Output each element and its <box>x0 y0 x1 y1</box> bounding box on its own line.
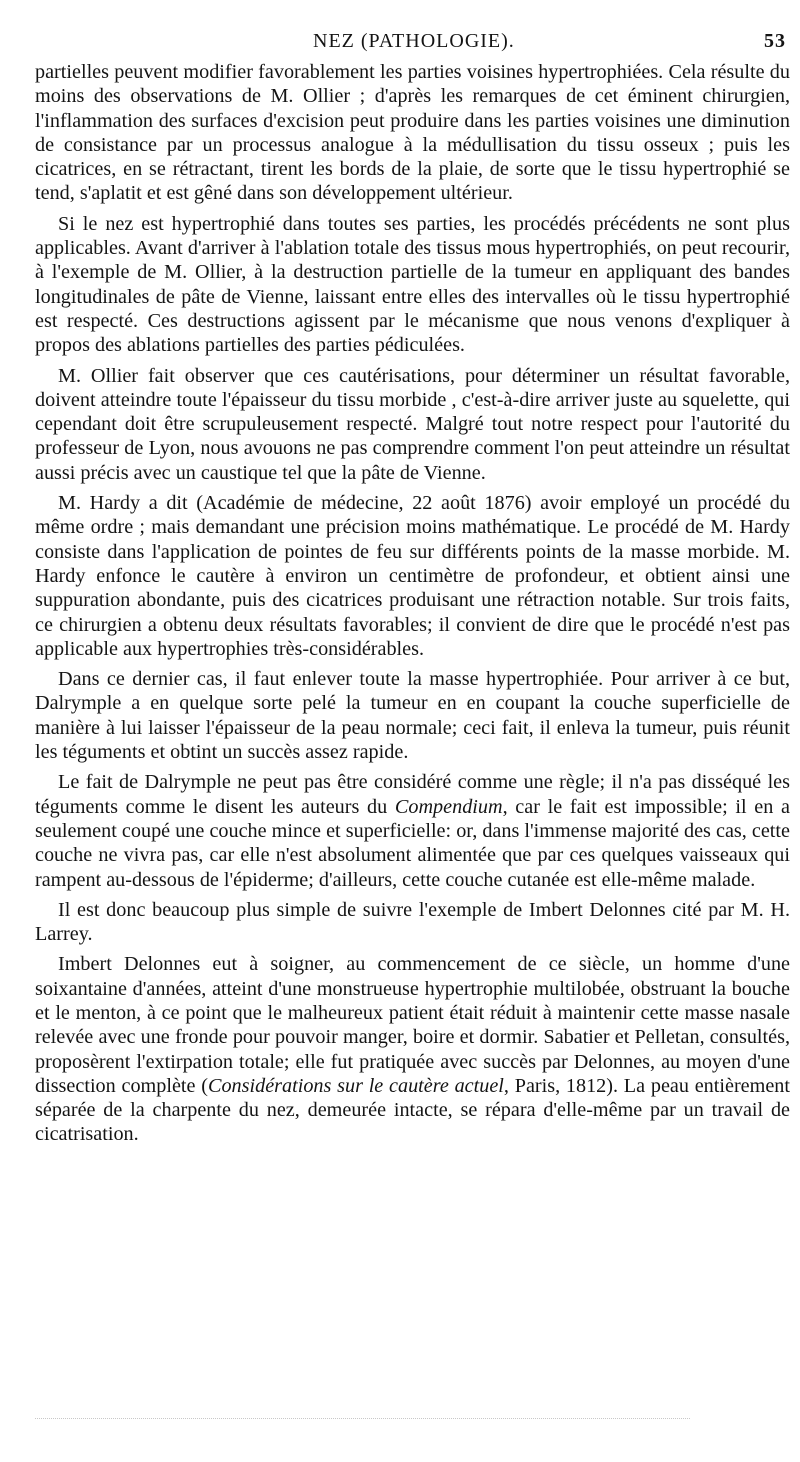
cautere-citation: Considérations sur le cautère actuel <box>207 1074 504 1097</box>
paragraph-3: M. Ollier fait observer que ces cautérisations, pour déterminer un résultat favorable, doivent atteindre toute l'épaisseur du tissu morbide , c'est-à-dire arriver juste au squelette, qui cependant doit être scrupuleusement respecté. Malgré tout notre respect pour l'autorité du professeur de Lyon, nous avouons ne pas comprendre comment l'on peut atteindre un résultat aussi précis avec un caustique tel que la pâte de Vienne. <box>35 364 790 484</box>
paragraph-1: partielles peuvent modifier favorablement les parties voisines hypertrophiées. Cela résulte du moins des observations de M. Ollier ; d'après les remarques de cet éminent chirurgien, l'inflammation des surfaces d'excision peut produire dans les parties voisines une diminution de consistance par un processus analogue à la médullisation du tissu osseux ; puis les cicatrices, en se rétractant, tirent les bords de la plaie, de sorte que le tissu hypertrophié se tend, s'aplatit et est gêné dans son développement ultérieur. <box>35 61 790 205</box>
paragraph-7: Il est donc beaucoup plus simple de suivre l'exemple de Imbert Delonnes cité par M. H. Larrey. <box>35 898 790 946</box>
paragraph-8 <box>35 952 790 1146</box>
body-text <box>35 60 790 1147</box>
running-title: NEZ (PATHOLOGIE). <box>313 30 515 52</box>
paragraph-8-text-a: Imbert Delonnes eut à soigner, au commencement de ce siècle, un homme d'une soixantaine d'années, atteint d'une monstrueuse hypertrophie multilobée, obstruant la bouche et le menton, à ce point que le malheureux patient était réduit à maintenir cette masse nasale relevée avec une fronde pour pouvoir manger, boire et dormir. Sabatier et Pelletan, consultés, proposèrent l'extirpation totale; elle fut pratiquée avec succès par Delonnes, au moyen d'une dissection complète ( <box>35 953 790 1097</box>
running-head <box>35 30 790 60</box>
paragraph-2: Si le nez est hypertrophié dans toutes ses parties, les procédés précédents ne sont plus applicables. Avant d'arriver à l'ablation totale des tissus mous hypertrophiés, on peut recourir, à l'exemple de M. Ollier, à la destruction partielle de la tumeur en appliquant des bandes longitudinales de pâte de Vienne, laissant entre elles des intervalles où le tissu hypertrophié est respecté. Ces destructions agissent par le mécanisme que nous venons d'expliquer à propos des ablations partielles des parties pédiculées. <box>35 212 790 357</box>
page-number: 53 <box>764 30 786 52</box>
paragraph-4: M. Hardy a dit (Académie de médecine, 22 août 1876) avoir employé un procédé du même ordre ; mais demandant une précision moins mathématique. Le procédé de M. Hardy consiste dans l'application de pointes de feu sur différents points de la masse morbide. M. Hardy enfonce le cautère à environ un centimètre de profondeur, et obtient ainsi une suppuration abondante, puis des cicatrices produisant une rétraction notable. Sur trois faits, ce chirurgien a obtenu deux résultats favorables; il convient de dire que le procédé n'est pas applicable aux hypertrophies très-considérables. <box>35 492 790 660</box>
paragraph-5: Dans ce dernier cas, il faut enlever toute la masse hypertrophiée. Pour arriver à ce but, Dalrymple a en quelque sorte pelé la tumeur en en coupant la couche superficielle de manière à lui laisser l'épaisseur de la peau normale; ceci fait, il enleva la tumeur, puis réunit les téguments et obtint un succès assez rapide. <box>35 668 790 764</box>
paragraph-6-text-a: Le fait de Dalrymple ne peut pas être considéré comme une règle; il n'a pas disséqué les téguments comme le disent les auteurs du <box>35 771 790 818</box>
compendium-citation: Compendium <box>394 795 503 818</box>
paragraph-6 <box>35 770 790 891</box>
paragraph-6-text-b: , car le fait est impossible; il en a seulement coupé une couche mince et superficielle: or, dans l'immense majorité des cas, cette couche ne vivra pas, car elle n'est absolument alimentée que par ces quelques vaisseaux qui rampent au-dessous de l'épiderme; d'ailleurs, cette couche cutanée est elle-même malade. <box>35 795 790 891</box>
paragraph-8-text-b: , Paris, 1812). La peau entièrement séparée de la charpente du nez, demeurée intacte, se répara d'elle-même par un travail de cicatrisation. <box>35 1074 791 1146</box>
bleed-through-rule <box>35 1418 690 1419</box>
